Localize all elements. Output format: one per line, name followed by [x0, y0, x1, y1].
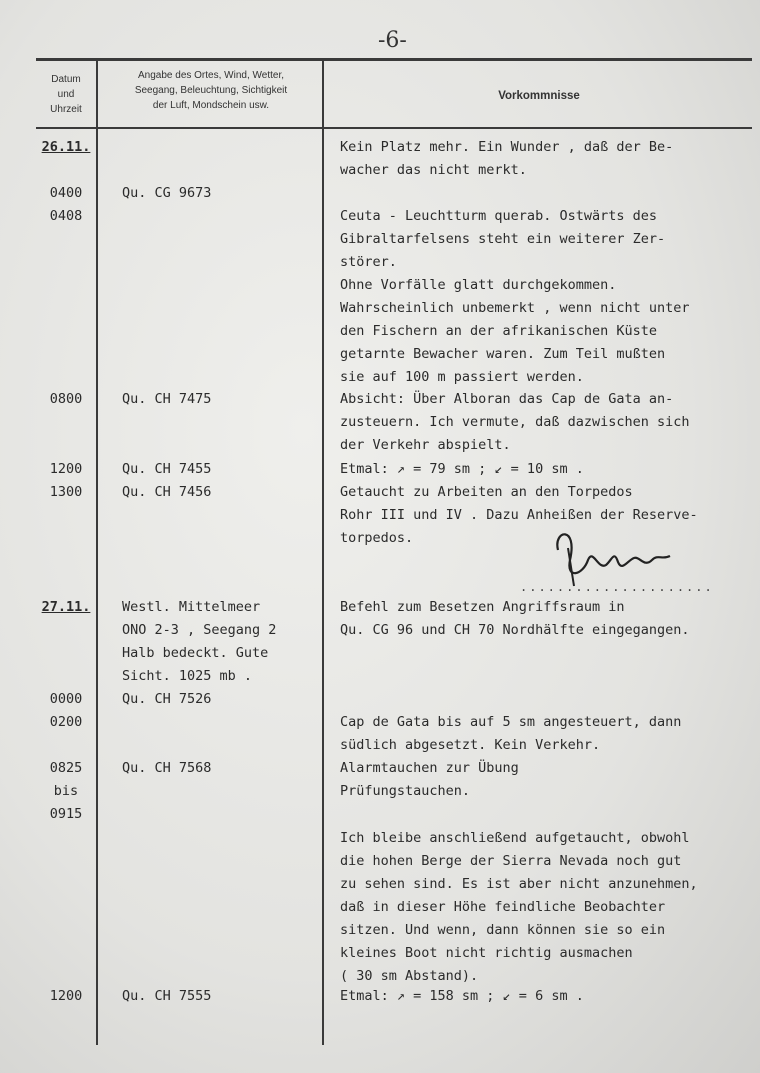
row-event-line: kleines Boot nicht richtig ausmachen	[340, 945, 633, 961]
row-event-line: Cap de Gata bis auf 5 sm angesteuert, dann	[340, 714, 682, 730]
row-event-line: Kein Platz mehr. Ein Wunder , daß der Be-	[340, 139, 674, 155]
row-time: 0800	[49, 391, 83, 407]
row-event-line: wacher das nicht merkt.	[340, 162, 527, 178]
row-event-line: Getaucht zu Arbeiten an den Torpedos	[340, 484, 633, 500]
row-location-extra: Sicht. 1025 mb .	[122, 668, 253, 684]
row-event-line: Ich bleibe anschließend aufgetaucht, obwohl	[340, 830, 690, 846]
row-event-line: der Verkehr abspielt.	[340, 437, 511, 453]
row-time: 1200	[49, 988, 83, 1004]
row-location: Qu. CH 7568	[122, 760, 212, 776]
row-time: 0000	[49, 691, 83, 707]
row-event-line: sitzen. Und wenn, dann können sie so ein	[340, 922, 666, 938]
row-time-extra: bis	[53, 783, 79, 799]
row-event-line: torpedos.	[340, 530, 414, 546]
row-event-line: Ohne Vorfälle glatt durchgekommen.	[340, 277, 617, 293]
column-divider-1	[96, 60, 98, 1045]
row-date: 27.11.	[41, 599, 91, 615]
row-event-line: zusteuern. Ich vermute, daß dazwischen sich	[340, 414, 690, 430]
header-bottom-rule	[36, 127, 752, 129]
row-event-line: getarnte Bewacher waren. Zum Teil mußten	[340, 346, 666, 362]
row-event-line: Befehl zum Besetzen Angriffsraum in	[340, 599, 625, 615]
row-event-line: Gibraltarfelsens steht ein weiterer Zer-	[340, 231, 666, 247]
row-time: 1300	[49, 484, 83, 500]
row-event-line: sie auf 100 m passiert werden.	[340, 369, 584, 385]
row-time-extra: 0915	[49, 806, 83, 822]
row-location: Qu. CH 7526	[122, 691, 212, 707]
row-location-extra: ONO 2-3 , Seegang 2	[122, 622, 277, 638]
row-location: Qu. CH 7455	[122, 461, 212, 477]
row-event-line: den Fischern an der afrikanischen Küste	[340, 323, 657, 339]
row-event-line: Qu. CG 96 und CH 70 Nordhälfte eingegangen.	[340, 622, 690, 638]
row-event-line: Absicht: Über Alboran das Cap de Gata an-	[340, 391, 674, 407]
row-event-line: die hohen Berge der Sierra Nevada noch gut	[340, 853, 682, 869]
row-event-line: Rohr III und IV . Dazu Anheißen der Reserve-	[340, 507, 698, 523]
row-location: Qu. CH 7456	[122, 484, 212, 500]
signature-dotted-line: .....................	[520, 580, 714, 594]
row-location: Westl. Mittelmeer	[122, 599, 261, 615]
header-col-vorkommnisse: Vorkommnisse	[498, 90, 580, 102]
row-event-line: Ceuta - Leuchtturm querab. Ostwärts des	[340, 208, 657, 224]
page-number: -6-	[378, 28, 407, 53]
row-time: 0400	[49, 185, 83, 201]
row-event-line: zu sehen sind. Es ist aber nicht anzunehmen,	[340, 876, 698, 892]
header-col-ort: Angabe des Ortes, Wind, Wetter, Seegang, Beleuchtung, Sichtigkeit der Luft, Mondschein usw.	[134, 70, 288, 111]
row-date: 26.11.	[41, 139, 91, 155]
table-top-rule	[36, 58, 752, 61]
row-event-line: südlich abgesetzt. Kein Verkehr.	[340, 737, 601, 753]
header-col-datum: Datum und Uhrzeit	[50, 74, 82, 115]
row-event-line: ( 30 sm Abstand).	[340, 968, 479, 984]
column-divider-2	[322, 60, 324, 1045]
row-event-line: daß in dieser Höhe feindliche Beobachter	[340, 899, 666, 915]
row-location: Qu. CH 7555	[122, 988, 212, 1004]
row-location-extra: Halb bedeckt. Gute	[122, 645, 269, 661]
row-time: 0200	[49, 714, 83, 730]
row-time: 0825	[49, 760, 83, 776]
handwritten-signature	[548, 520, 678, 590]
row-event-line: störer.	[340, 254, 397, 270]
row-event-line: Etmal: ↗ = 79 sm ; ↙ = 10 sm .	[340, 461, 584, 477]
row-time: 1200	[49, 461, 83, 477]
row-location: Qu. CH 7475	[122, 391, 212, 407]
row-time: 0408	[49, 208, 83, 224]
row-event-line: Prüfungstauchen.	[340, 783, 471, 799]
row-location: Qu. CG 9673	[122, 185, 212, 201]
row-event-line: Etmal: ↗ = 158 sm ; ↙ = 6 sm .	[340, 988, 584, 1004]
row-event-line: Alarmtauchen zur Übung	[340, 760, 519, 776]
row-event-line: Wahrscheinlich unbemerkt , wenn nicht unter	[340, 300, 690, 316]
